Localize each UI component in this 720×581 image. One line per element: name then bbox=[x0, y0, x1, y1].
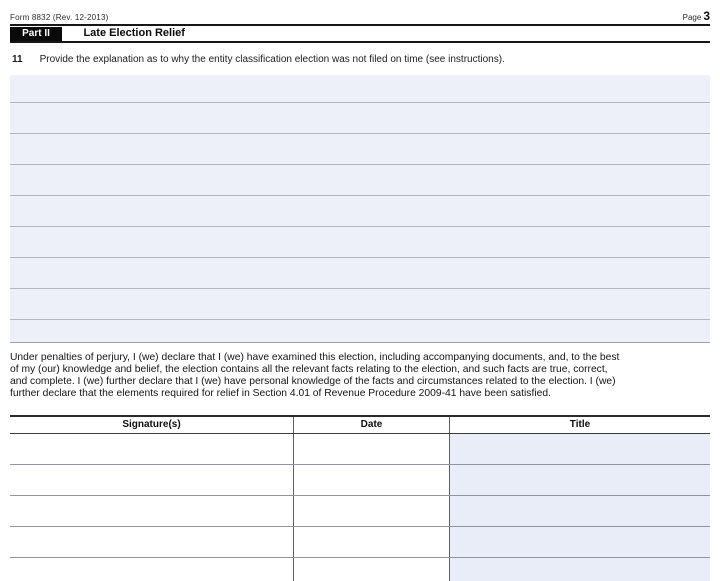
table-row bbox=[10, 465, 710, 496]
signature-cell[interactable] bbox=[10, 496, 293, 526]
title-cell[interactable] bbox=[449, 465, 710, 495]
title-cell[interactable] bbox=[449, 558, 710, 581]
date-cell[interactable] bbox=[293, 465, 449, 495]
form-id-text: Form 8832 (Rev. 12-2013) bbox=[10, 13, 109, 22]
signature-cell[interactable] bbox=[10, 558, 293, 581]
page-number bbox=[683, 9, 710, 23]
declaration-line: and complete. I (we) further declare that I (we) have personal knowledge of the facts and circumstances related to the election. I (we) bbox=[10, 376, 616, 387]
part-ii-header bbox=[10, 27, 710, 41]
signature-cell[interactable] bbox=[10, 434, 293, 464]
line-11 bbox=[12, 54, 710, 65]
declaration-line: of my (our) knowledge and belief, the election contains all the relevant facts relating to the election, and such facts are true, correct, bbox=[10, 364, 608, 375]
title-cell[interactable] bbox=[449, 496, 710, 526]
declaration-line: Under penalties of perjury, I (we) declare that I (we) have examined this election, including accompanying documents, and, to the best bbox=[10, 352, 620, 363]
declaration-line: further declare that the elements required for relief in Section 4.01 of Revenue Procedure 2009-41 have been satisfied. bbox=[10, 388, 551, 399]
date-cell[interactable] bbox=[293, 558, 449, 581]
table-row bbox=[10, 434, 710, 465]
explanation-line bbox=[10, 196, 710, 227]
part-ii-title: Late Election Relief bbox=[83, 27, 185, 39]
explanation-line bbox=[10, 134, 710, 165]
date-cell[interactable] bbox=[293, 434, 449, 464]
explanation-line bbox=[10, 227, 710, 258]
explanation-line bbox=[10, 289, 710, 320]
date-cell[interactable] bbox=[293, 496, 449, 526]
date-cell[interactable] bbox=[293, 527, 449, 557]
explanation-line bbox=[10, 258, 710, 289]
table-row bbox=[10, 558, 710, 581]
column-header-signatures: Signature(s) bbox=[122, 419, 181, 430]
explanation-line bbox=[10, 103, 710, 134]
column-header-title: Title bbox=[449, 417, 710, 433]
title-cell[interactable] bbox=[449, 527, 710, 557]
signature-table-header-row bbox=[10, 417, 710, 434]
explanation-field[interactable] bbox=[10, 75, 710, 343]
explanation-line bbox=[10, 320, 710, 343]
part-ii-badge: Part II bbox=[10, 27, 62, 41]
title-cell[interactable] bbox=[449, 434, 710, 464]
top-rule-divider bbox=[10, 24, 710, 26]
explanation-line bbox=[10, 165, 710, 196]
table-row bbox=[10, 527, 710, 558]
column-header-date: Date bbox=[293, 417, 449, 433]
line-11-number: 11 bbox=[12, 54, 23, 65]
page-label-text: Page bbox=[682, 13, 702, 22]
part-ii-underline-divider bbox=[10, 41, 710, 43]
signature-table bbox=[10, 415, 710, 581]
signature-cell[interactable] bbox=[10, 465, 293, 495]
table-row bbox=[10, 496, 710, 527]
explanation-line bbox=[10, 75, 710, 103]
page-number-value: 3 bbox=[703, 9, 710, 23]
signature-cell[interactable] bbox=[10, 527, 293, 557]
perjury-declaration bbox=[10, 352, 716, 400]
line-11-text: Provide the explanation as to why the entity classification election was not filed on time (see instructions). bbox=[39, 54, 505, 65]
